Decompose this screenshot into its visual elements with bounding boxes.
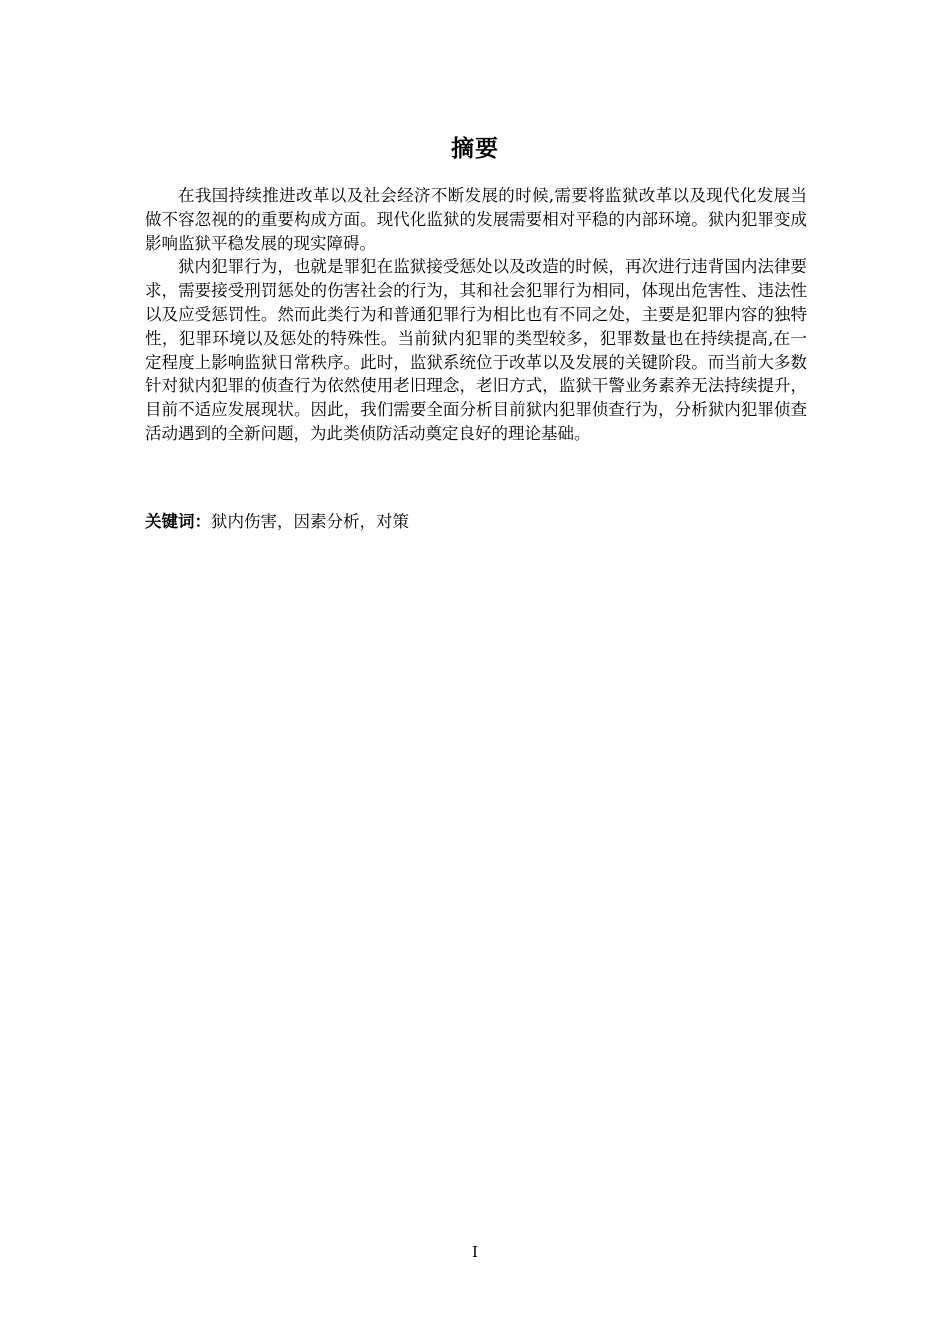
keywords-value: 狱内伤害，因素分析，对策 <box>211 512 409 531</box>
abstract-paragraph-2: 狱内犯罪行为，也就是罪犯在监狱接受惩处以及改造的时候，再次进行违背国内法律要求，需要接受刑罚惩处的伤害社会的行为，其和社会犯罪行为相同，体现出危害性、违法性以及应受惩罚性。然而此类行为和普通犯罪行为相比也有不同之处，主要是犯罪内容的独特性，犯罪环境以及惩处的特殊性。当前狱内犯罪的类型较多，犯罪数量也在持续提高,在一定程度上影响监狱日常秩序。此时，监狱系统位于改革以及发展的关键阶段。而当前大多数针对狱内犯罪的侦查行为依然使用老旧理念，老旧方式，监狱干警业务素养无法持续提升，目前不适应发展现状。因此，我们需要全面分析目前狱内犯罪侦查行为，分析狱内犯罪侦查活动遇到的全新问题，为此类侦防活动奠定良好的理论基础。 <box>145 257 807 443</box>
page-number: I <box>472 1243 478 1261</box>
abstract-body <box>145 184 807 446</box>
abstract-paragraph-1: 在我国持续推进改革以及社会经济不断发展的时候,需要将监狱改革以及现代化发展当做不容忽视的的重要构成方面。现代化监狱的发展需要相对平稳的内部环境。狱内犯罪变成影响监狱平稳发展的现实障碍。 <box>145 186 807 253</box>
keywords-label: 关键词： <box>145 512 211 531</box>
page-title: 摘要 <box>451 136 499 162</box>
keywords-line <box>145 510 807 534</box>
